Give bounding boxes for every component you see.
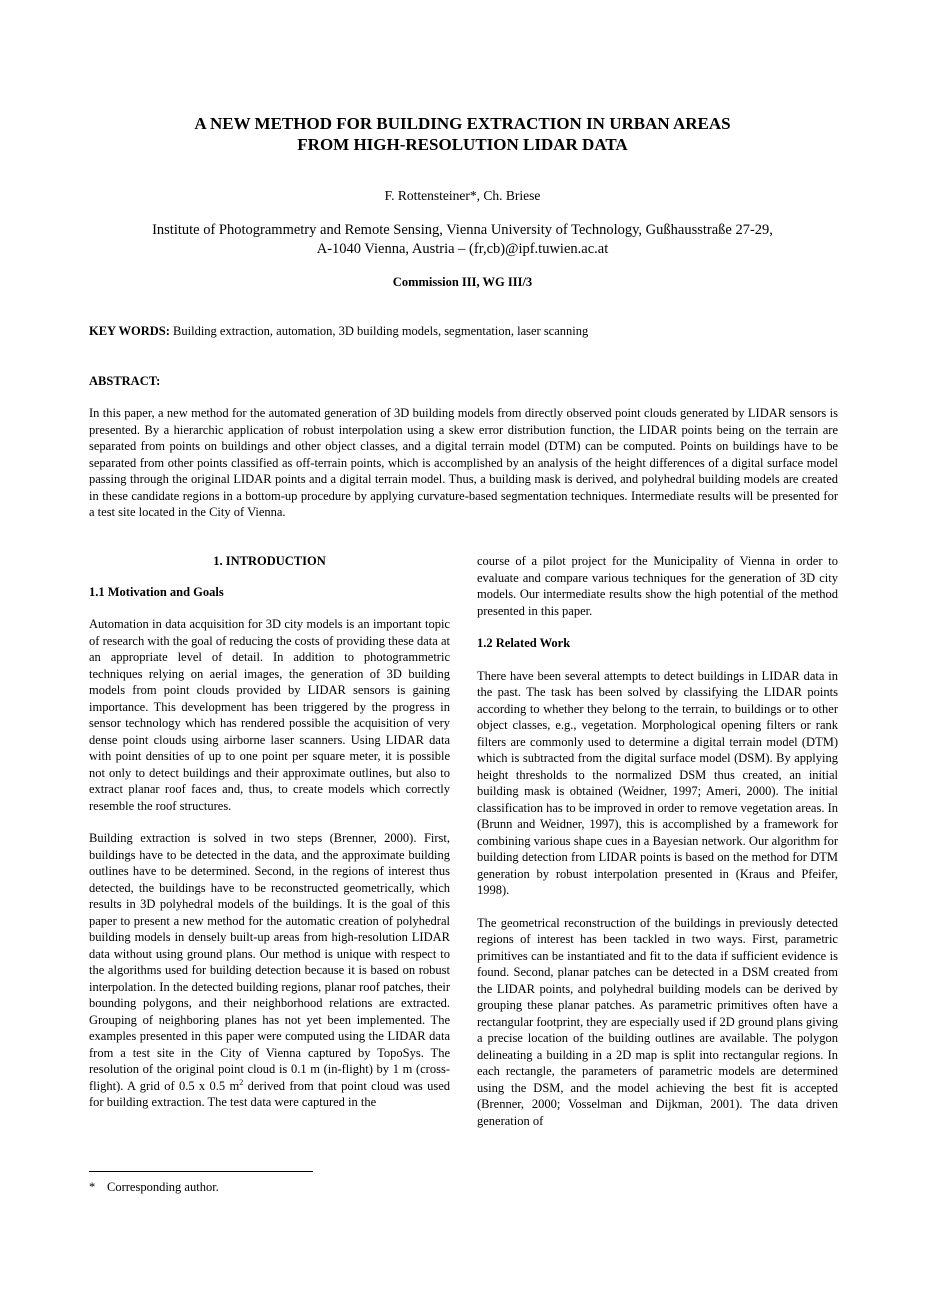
paragraph-related-work-2: The geometrical reconstruction of the buildings in previously detected regions of interest has been tackled in two ways. First, parametric primitives can be instantiated and fit to the data if sufficient evidence is found. Second, planar patches can be detected in a DSM created from the LIDAR points, and polyhedral building models can be derived by grouping these planar patches. As parametric primitives often have a rectangular footprint, they are especially used if 2D ground plans giving a precise location of the building outlines are available. The polygon delineating a building in a 2D map is split into rectangular regions. In each rectangle, the parameters of parametric models are determined using the DSM, and the model achieving the best fit is accepted (Brenner, 2000; Vosselman and Dijkman, 2001). The data driven generation of <box>477 915 838 1128</box>
abstract-text: In this paper, a new method for the automated generation of 3D building models from directly observed point clouds generated by LIDAR sensors is presented. By a hierarchic application of robust interpolation using a skew error distribution function, the LIDAR points being on the terrain are separated from points on buildings and other object classes, and a digital terrain model (DTM) can be computed. Points on buildings have to be separated from other points classified as off-terrain points, which is accomplished by an analysis of the height differences of a digital surface model passing through the original LIDAR points and a digital terrain model. Thus, a building mask is derived, and polyhedral building models are created in these candidate regions in a bottom-up procedure by applying curvature-based segmentation techniques. Intermediate results will be presented for a test site located in the City of Vienna. <box>89 406 838 519</box>
affiliation <box>0 221 925 259</box>
paragraph-related-work-1: There have been several attempts to detect buildings in LIDAR data in the past. The task has been solved by classifying the LIDAR points according to whether they belong to the terrain, to buildings or to other object classes, e.g., vegetation. Morphological opening filters or rank filters are commonly used to determine a digital terrain model (DTM) which is subtracted from the digital surface model (DSM). By applying height thresholds to the normalized DSM thus created, an initial building mask is obtained (Weidner, 1997; Ameri, 2000). The initial classification has to be improved in order to remove vegetation areas. In (Brunn and Weidner, 1997), this is accomplished by a framework for combining various shape cues in a Bayesian network. Our algorithm for building detection from LIDAR points is based on the method for DTM generation by robust interpolation presented in (Kraus and Pfeifer, 1998). <box>477 668 838 897</box>
paragraph-motivation-1: Automation in data acquisition for 3D city models is an important topic of research with the goal of reducing the costs of providing these data at an appropriate level of detail. In addition to photogrammetric techniques relying on aerial images, the generation of 3D building models from point clouds provided by LIDAR sensors is gaining importance. This development has been triggered by the progress in sensor technology which has rendered possible the acquisition of very dense point clouds using airborne laser scanners. Using LIDAR data with point densities of up to one point per square meter, it is possible not only to detect buildings and their approximate outlines, but also to extract planar roof faces and, thus, to create models which correctly resemble the roof structures. <box>89 617 450 813</box>
title-line-1: A NEW METHOD FOR BUILDING EXTRACTION IN URBAN AREAS <box>194 114 731 133</box>
title-line-2: FROM HIGH-RESOLUTION LIDAR DATA <box>297 135 628 154</box>
authors: F. Rottensteiner*, Ch. Briese <box>384 188 541 203</box>
paragraph-motivation-2-part-a: Building extraction is solved in two steps (Brenner, 2000). First, buildings have to be detected in the data, and the approximate building outlines have to be determined. Second, in the regions of interest thus detected, the buildings have to be reconstructed geometrically, which results in 3D polyhedral models of the buildings. It is the goal of this paper to present a new method for the automatic creation of polyhedral building models in densely built-up areas from high-resolution LIDAR data without using ground plans. Our method is unique with respect to the algorithms used for building detection because it is based on robust interpolation. In the detected building regions, planar roof patches, their bounding polygons, and their neighborhood relations are extracted. Grouping of neighboring planes has not yet been implemented. The examples presented in this paper were computed using the LIDAR data from a test site in the City of Vienna captured by TopoSys. The resolution of the original point cloud is 0.1 m (in-flight) by 1 m (cross-flight). A grid of 0.5 x 0.5 m <box>89 831 450 1093</box>
right-column <box>477 553 838 1129</box>
footnote <box>89 1180 219 1195</box>
paragraph-motivation-2 <box>89 830 450 1111</box>
paragraph-motivation-3: course of a pilot project for the Municipality of Vienna in order to evaluate and compare various techniques for the generation of 3D city models. Our intermediate results show the high potential of the method presented in this paper. <box>477 554 838 618</box>
commission: Commission III, WG III/3 <box>392 275 533 289</box>
superscript-2: 2 <box>239 1077 244 1087</box>
paper-title <box>0 113 925 155</box>
keywords-label: KEY WORDS: <box>89 324 170 338</box>
keywords <box>89 324 588 339</box>
paragraph-motivation-2-part-b: derived from that point cloud was used for building extraction. The test data were captured in the <box>89 1078 450 1109</box>
left-column <box>89 553 450 1111</box>
footnote-text: Corresponding author. <box>107 1180 219 1194</box>
abstract-heading: ABSTRACT: <box>89 374 161 388</box>
affiliation-line-2: A-1040 Vienna, Austria – (fr,cb)@ipf.tuwien.ac.at <box>316 241 609 257</box>
footnote-divider <box>89 1171 313 1172</box>
affiliation-line-1: Institute of Photogrammetry and Remote Sensing, Vienna University of Technology, Gußhausstraße 27-29, <box>152 222 773 238</box>
section-heading-introduction: 1. INTRODUCTION <box>213 554 326 568</box>
subsection-heading-related-work: 1.2 Related Work <box>477 636 571 650</box>
footnote-mark: * <box>89 1180 96 1194</box>
subsection-heading-motivation: 1.1 Motivation and Goals <box>89 584 224 599</box>
keywords-text: Building extraction, automation, 3D building models, segmentation, laser scanning <box>173 324 589 338</box>
